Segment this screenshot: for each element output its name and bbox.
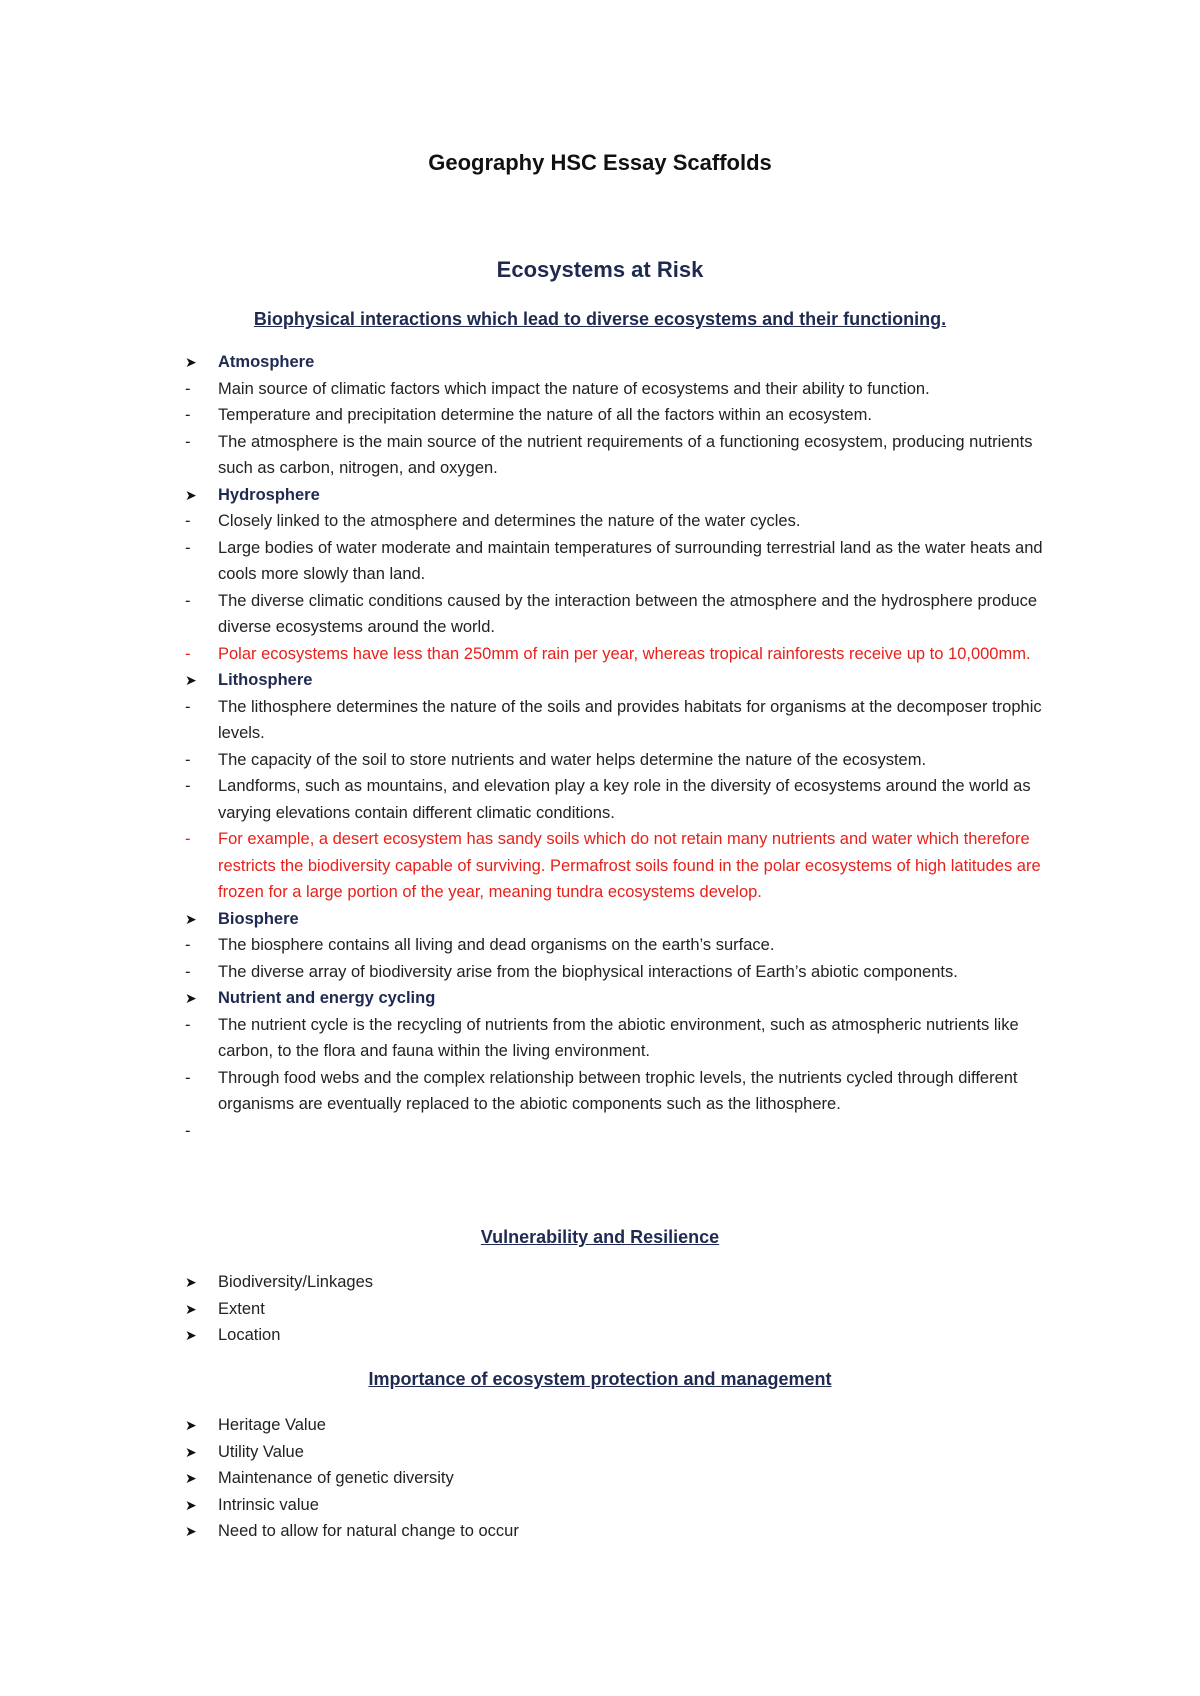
topic-group [185, 667, 1065, 906]
point-text: For example, a desert ecosystem has sandy soils which do not retain many nutrients and water which therefore restricts the biodiversity capable of surviving. Permafrost soils found in the polar ecosystems of high latitudes are frozen for a large portion of the year, meaning tundra ecosystems develop. [218, 830, 1041, 901]
topic-group [185, 349, 1065, 482]
list-item-text: Maintenance of genetic diversity [218, 1469, 454, 1487]
list-item [185, 1465, 1065, 1492]
vulnerability-list [185, 1269, 1065, 1349]
bullet-point [185, 747, 1065, 774]
dash-marker: - [185, 432, 191, 451]
list-item [185, 1412, 1065, 1439]
topic-group [185, 906, 1065, 986]
list-item-text: Extent [218, 1299, 265, 1318]
dash-marker: - [185, 750, 191, 769]
dash-marker: - [185, 512, 191, 530]
importance-heading: Importance of ecosystem protection and management [368, 1369, 832, 1389]
list-item [185, 482, 1065, 509]
point-text: The atmosphere is the main source of the nutrient requirements of a functioning ecosystem, producing nutrients such as carbon, nitrogen, and oxygen. [218, 432, 1033, 477]
list-item [185, 1269, 1065, 1296]
bullet-point [185, 773, 1065, 826]
arrow-bullet-icon: ➤ [185, 672, 197, 688]
dash-marker: - [185, 591, 191, 610]
list-item [185, 1492, 1065, 1519]
point-text: Main source of climatic factors which impact the nature of ecosystems and their ability to function. [218, 379, 930, 398]
list-item [185, 1439, 1065, 1466]
point-text: The diverse climatic conditions caused by the interaction between the atmosphere and the hydrosphere produce diverse ecosystems around the world. [218, 591, 1038, 636]
topic-heading: Nutrient and energy cycling [218, 989, 436, 1007]
bullet-point [185, 932, 1065, 959]
point-text: Landforms, such as mountains, and elevation play a key role in the diversity of ecosystems around the world as varying elevations contain different climatic conditions. [218, 777, 1031, 822]
bullet-point [185, 376, 1065, 403]
point-text: The lithosphere determines the nature of the soils and provides habitats for organisms at the decomposer trophic levels. [218, 697, 1042, 742]
list-item-text: Intrinsic value [218, 1495, 319, 1514]
dash-marker: - [185, 962, 191, 981]
arrow-bullet-icon: ➤ [185, 910, 197, 927]
bullet-point [185, 641, 1065, 668]
biophysical-list [185, 349, 1065, 1140]
list-item [185, 349, 1065, 376]
point-text: Polar ecosystems have less than 250mm of rain per year, whereas tropical rainforests receive up to 10,000mm. [218, 644, 1031, 663]
dash-marker: - [185, 644, 191, 663]
list-item [185, 906, 1065, 933]
point-text: Through food webs and the complex relationship between trophic levels, the nutrients cycled through different organisms are eventually replaced to the abiotic components such as the lithosphere. [218, 1068, 1018, 1113]
point-text: The capacity of the soil to store nutrients and water helps determine the nature of the ecosystem. [218, 750, 927, 769]
list-item-text: Location [218, 1326, 281, 1344]
dash-marker: - [185, 830, 191, 848]
arrow-bullet-icon: ➤ [185, 1327, 197, 1343]
list-item [185, 985, 1065, 1012]
bullet-point [185, 1012, 1065, 1065]
arrow-bullet-icon: ➤ [185, 1523, 197, 1539]
dash-marker: - [185, 538, 191, 557]
list-item-text: Heritage Value [218, 1416, 326, 1434]
dash-marker: - [185, 936, 191, 954]
list-item [185, 1296, 1065, 1323]
arrow-bullet-icon: ➤ [185, 1470, 197, 1486]
topic-group [185, 482, 1065, 668]
topic-heading: Lithosphere [218, 671, 313, 689]
arrow-bullet-icon: ➤ [185, 354, 197, 370]
bullet-point [185, 1065, 1065, 1118]
bullet-point [185, 694, 1065, 747]
bullet-point [185, 535, 1065, 588]
point-text: Closely linked to the atmosphere and determines the nature of the water cycles. [218, 512, 801, 530]
dash-marker: - [185, 777, 191, 795]
importance-list [185, 1412, 1065, 1545]
bullet-point [185, 508, 1065, 535]
dash-marker: - [185, 1015, 191, 1034]
bullet-point [185, 429, 1065, 482]
document-title: Geography HSC Essay Scaffolds [428, 150, 772, 175]
point-text: Temperature and precipitation determine the nature of all the factors within an ecosystem. [218, 406, 872, 424]
dash-marker: - [185, 697, 191, 716]
list-item [185, 1322, 1065, 1349]
arrow-bullet-icon: ➤ [185, 1300, 197, 1317]
bullet-point [185, 959, 1065, 986]
topic-group [185, 985, 1065, 1140]
point-text: Large bodies of water moderate and maintain temperatures of surrounding terrestrial land as the water heats and cools more slowly than land. [218, 538, 1043, 583]
dash-marker: - [185, 406, 191, 424]
section-title: Ecosystems at Risk [496, 257, 704, 282]
list-item-text: Biodiversity/Linkages [218, 1273, 373, 1291]
list-item-text: Utility Value [218, 1442, 304, 1461]
arrow-bullet-icon: ➤ [185, 1496, 197, 1513]
dash-marker: - [185, 1068, 191, 1087]
dash-marker: - [185, 1121, 191, 1140]
bullet-point [185, 826, 1065, 906]
arrow-bullet-icon: ➤ [185, 990, 197, 1006]
arrow-bullet-icon: ➤ [185, 486, 197, 503]
list-item [185, 1518, 1065, 1545]
list-item-text: Need to allow for natural change to occur [218, 1522, 519, 1540]
bullet-point [185, 588, 1065, 641]
dash-marker: - [185, 379, 191, 398]
list-item [185, 667, 1065, 694]
bullet-point [185, 402, 1065, 429]
arrow-bullet-icon: ➤ [185, 1274, 197, 1290]
point-text: The nutrient cycle is the recycling of nutrients from the abiotic environment, such as atmospheric nutrients like carbon, to the flora and fauna within the living environment. [218, 1015, 1019, 1060]
point-text: The biosphere contains all living and dead organisms on the earth’s surface. [218, 936, 775, 954]
topic-heading: Hydrosphere [218, 485, 320, 504]
arrow-bullet-icon: ➤ [185, 1443, 197, 1460]
topic-heading: Atmosphere [218, 353, 315, 371]
point-text: The diverse array of biodiversity arise from the biophysical interactions of Earth’s abiotic components. [218, 962, 958, 981]
biophysical-heading: Biophysical interactions which lead to diverse ecosystems and their functioning. [253, 309, 947, 329]
vulnerability-heading: Vulnerability and Resilience [480, 1227, 720, 1247]
arrow-bullet-icon: ➤ [185, 1417, 197, 1433]
topic-heading: Biosphere [218, 909, 299, 928]
